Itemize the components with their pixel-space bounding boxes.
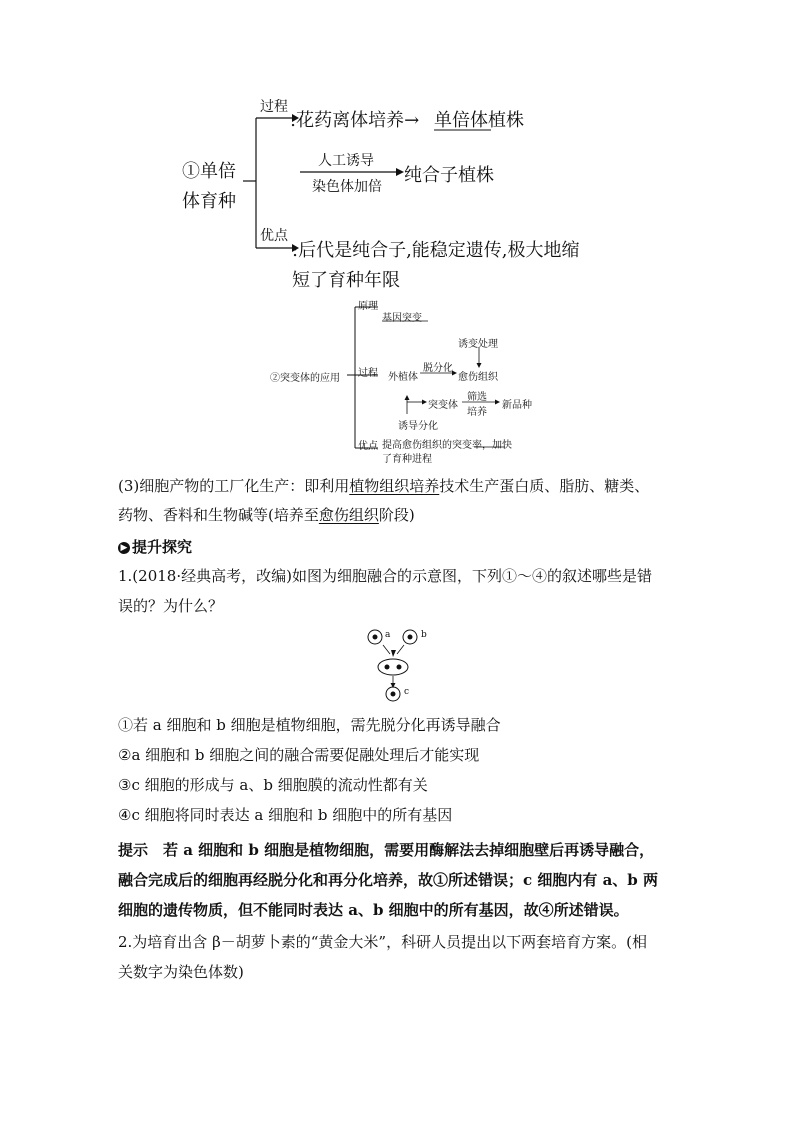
induce-differentiation: 诱导分化 [398, 421, 438, 432]
culture: 培养 [467, 407, 487, 418]
dedifferentiation: 脱分化 [423, 363, 453, 374]
cell-c-label: c [404, 687, 410, 697]
advantage-line2: 短了育种年限 [292, 270, 400, 291]
para3-line1-b: 技术生产蛋白质、脂肪、糖类、 [439, 477, 650, 495]
d2-process-tag: 过程 [358, 368, 378, 379]
d2-advantage-line1: 提高愈伤组织的突变率，加快 [382, 440, 512, 451]
d2-advantage-line2: 了育种进程 [382, 454, 432, 465]
cell-b-label: b [421, 630, 427, 640]
advantage-tag: 优点 [260, 228, 288, 244]
hint-line1: 提示 若 a 细胞和 b 细胞是植物细胞，需要用酶解法去掉细胞壁后再诱导融合， [118, 841, 655, 859]
section-title: 提升探究 [132, 538, 193, 556]
q1-option4: ④c 细胞将同时表达 a 细胞和 b 细胞中的所有基因 [118, 806, 453, 824]
para3-line1-underlined: 植物组织培养 [349, 477, 440, 495]
process-tag: 过程 [260, 99, 288, 115]
para3-line2 [118, 505, 415, 525]
play-icon: ▶ [118, 542, 130, 554]
q1-option1: ①若 a 细胞和 b 细胞是植物细胞，需先脱分化再诱导融合 [118, 716, 501, 734]
para3-line2-a: 药物、香料和生物碱等(培养至 [118, 506, 319, 524]
q1-option3: ③c 细胞的形成与 a、b 细胞膜的流动性都有关 [118, 776, 428, 794]
diagram1-label-line2: 体育种 [182, 191, 236, 212]
q1-line2: 误的？为什么？ [118, 597, 224, 615]
para3-line1 [118, 476, 649, 496]
arrow-top-label: 人工诱导 [318, 153, 374, 169]
diagram2-label: ②突变体的应用 [270, 373, 340, 384]
explant: 外植体 [388, 372, 418, 383]
process-text: :花药离体培养→ [290, 110, 420, 131]
homozygous-plant: 纯合子植株 [404, 165, 494, 186]
q2-line1: 2.为培育出含 β－胡萝卜素的“黄金大米”，科研人员提出以下两套培育方案。(相 [118, 933, 647, 951]
hint-line2: 融合完成后的细胞再经脱分化和再分化培养，故①所述错误；c 细胞内有 a、b 两 [118, 871, 659, 889]
q1-option2: ②a 细胞和 b 细胞之间的融合需要促融处理后才能实现 [118, 746, 480, 764]
para3-line2-b: 阶段) [378, 506, 415, 524]
callus: 愈伤组织 [458, 372, 498, 383]
q2-line2: 关数字为染色体数) [118, 963, 244, 981]
principle-text: 基因突变 [382, 313, 422, 324]
arrow-bottom-label: 染色体加倍 [312, 179, 382, 195]
section-header [118, 537, 192, 557]
q1-line1: 1.(2018·经典高考，改编)如图为细胞融合的示意图，下列①～④的叙述哪些是错 [118, 567, 652, 585]
mutagen-treatment: 诱变处理 [458, 339, 498, 350]
haploid-plant: 单倍体植株 [434, 110, 524, 131]
para3-line2-underlined: 愈伤组织 [318, 506, 379, 524]
hint-line3: 细胞的遗传物质，但不能同时表达 a、b 细胞中的所有基因，故④所述错误。 [118, 901, 629, 919]
cell-a-label: a [385, 630, 391, 640]
para3-line1-a: (3)细胞产物的工厂化生产：即利用 [118, 477, 350, 495]
screen: 筛选 [467, 392, 487, 403]
mutant: 突变体 [428, 400, 458, 411]
d2-advantage-tag: 优点 [358, 441, 378, 452]
advantage-line1: :后代是纯合子,能稳定遗传,极大地缩 [292, 240, 580, 261]
principle-tag: 原理 [358, 301, 378, 312]
diagram1-label-line1: ①单倍 [182, 161, 236, 182]
new-variety: 新品种 [502, 400, 532, 411]
